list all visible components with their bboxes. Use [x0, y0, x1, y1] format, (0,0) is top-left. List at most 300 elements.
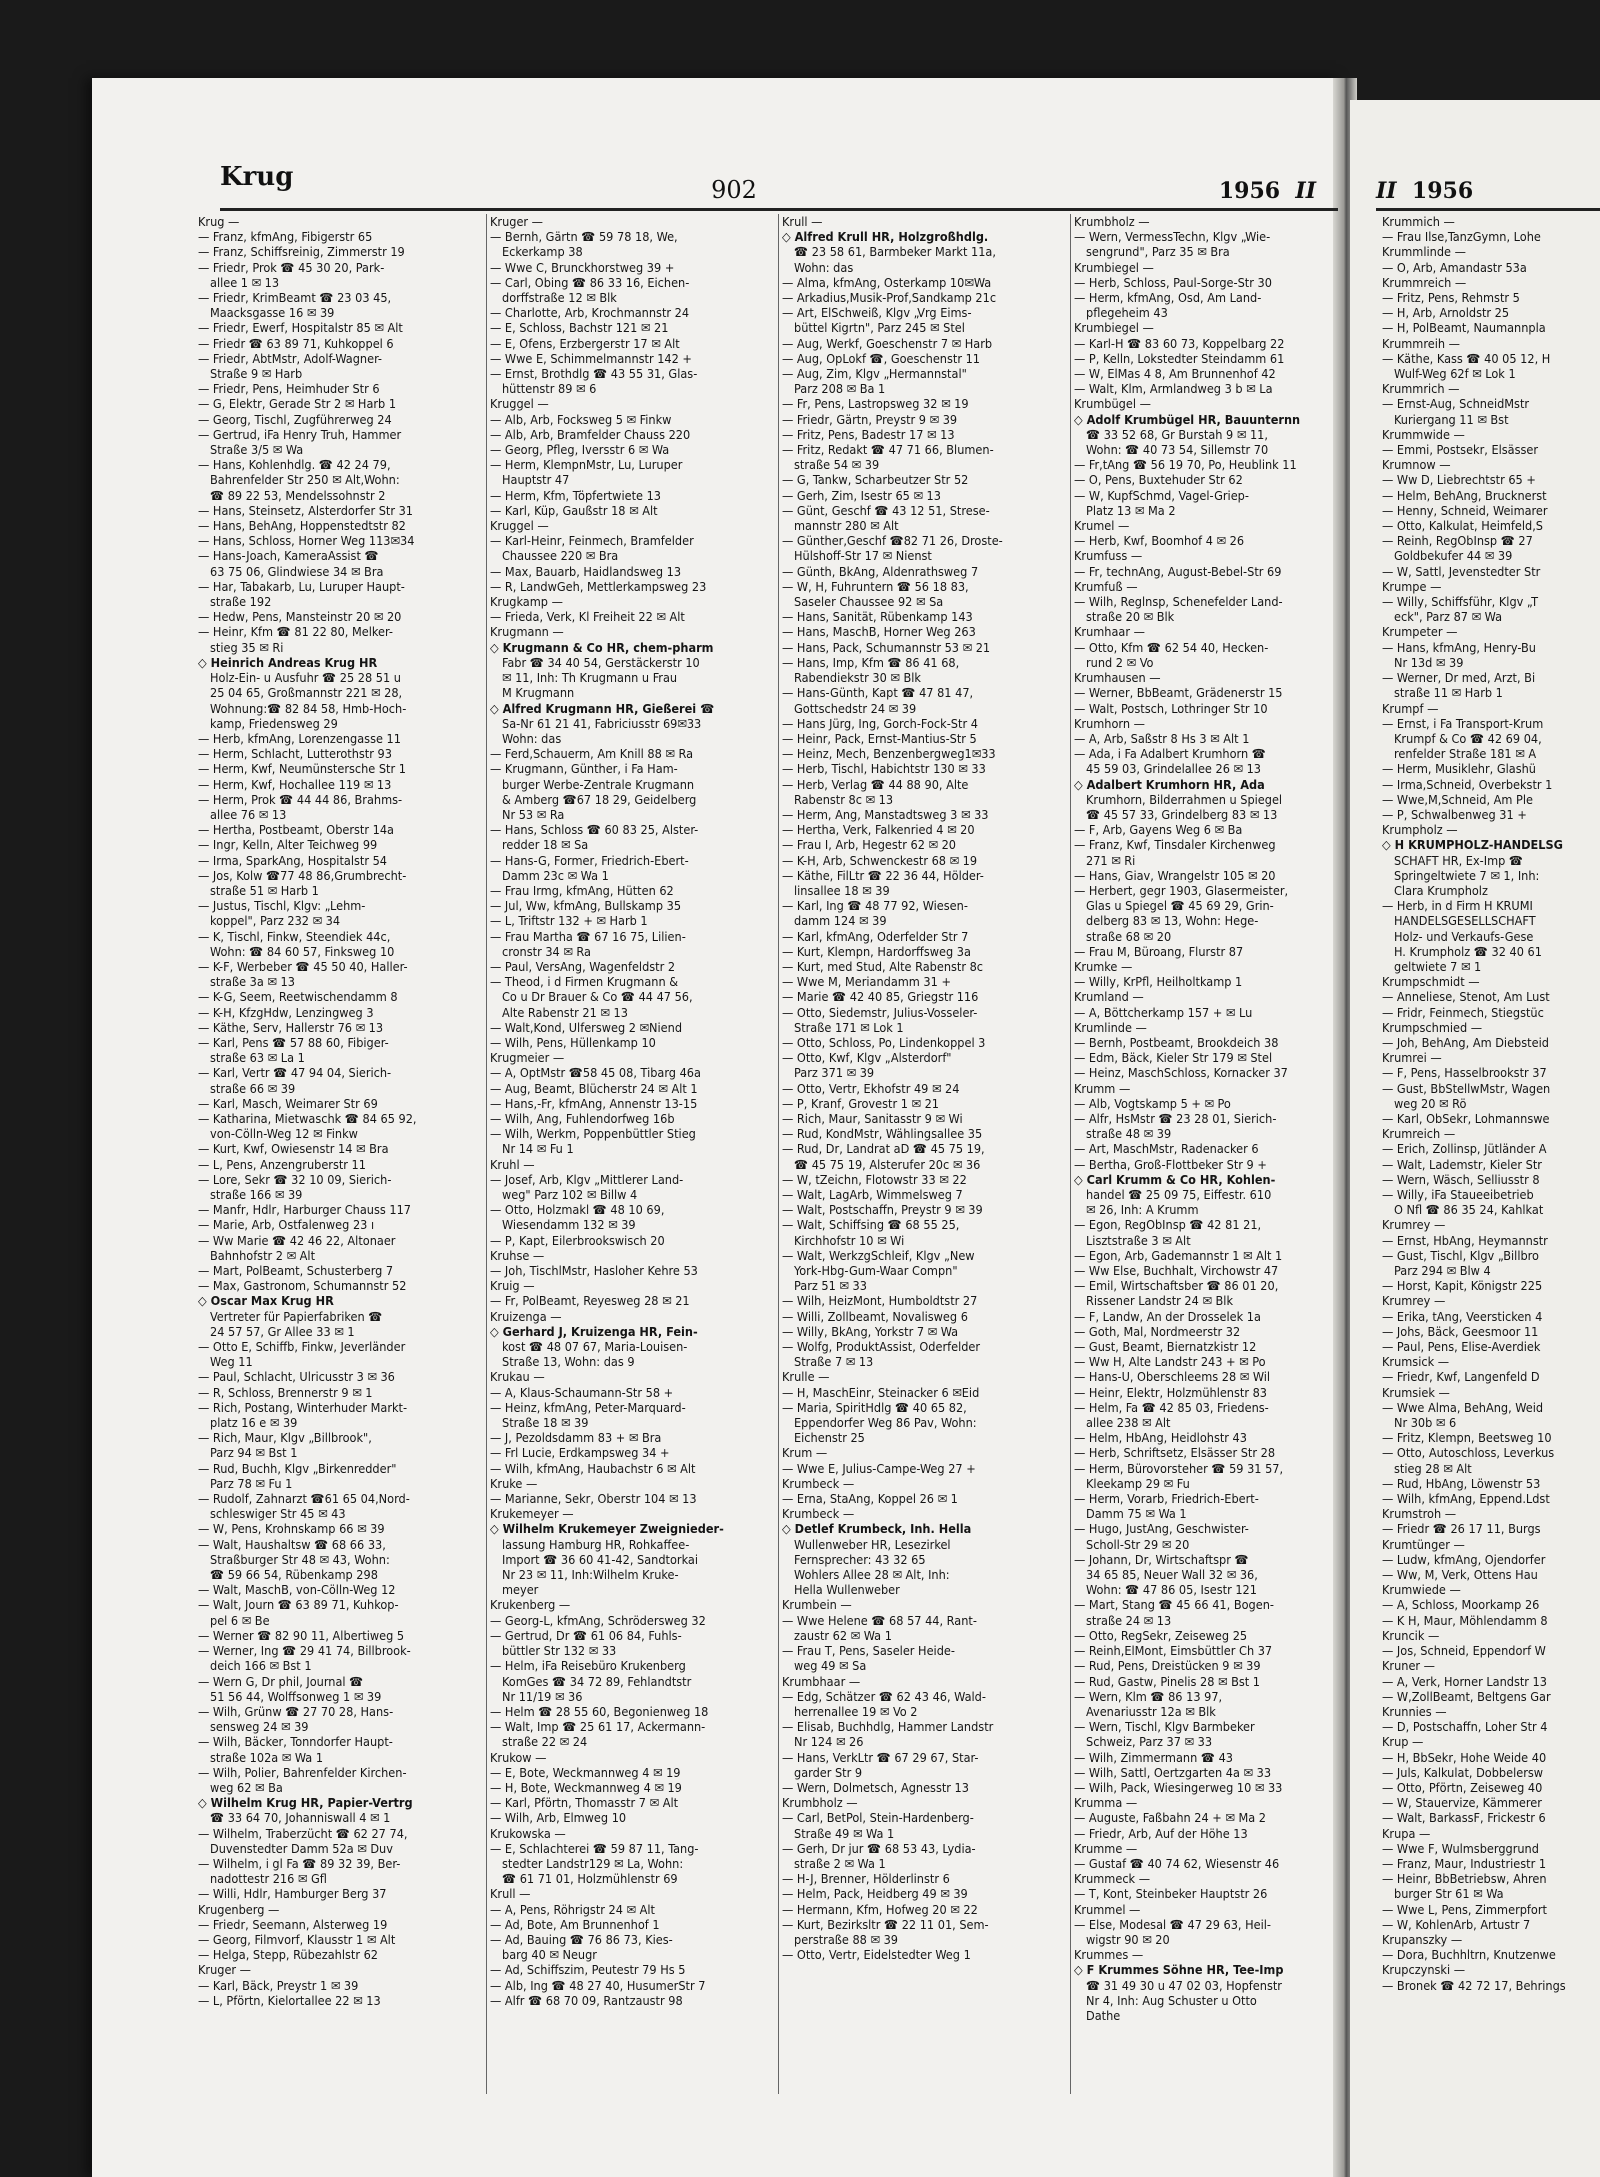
surname-heading: Krumsick — [1382, 1354, 1450, 1370]
directory-entry-line: — Hans, MaschB, Horner Weg 263 [782, 624, 976, 640]
directory-entry-line: — Wern G, Dr phil, Journal ☎ [198, 1673, 364, 1689]
directory-entry-line: — Gust, Beamt, Biernatzkistr 12 [1074, 1339, 1257, 1355]
surname-heading: Krumpschmied — [1382, 1019, 1483, 1035]
directory-entry-line: — Wwe Alma, BehAng, Weid [1382, 1399, 1544, 1415]
directory-entry-line: straße 192 [210, 594, 272, 610]
directory-entry-line: zaustr 62 ✉ Wa 1 [794, 1627, 892, 1643]
directory-entry-line: Straße 171 ✉ Lok 1 [794, 1019, 904, 1035]
directory-column-4 [1074, 214, 1346, 2174]
directory-entry-line: — Fritz, Pens, Badestr 17 ✉ 13 [782, 426, 955, 442]
directory-entry-line: — Karl, Pens ☎ 57 88 60, Fibiger- [198, 1034, 389, 1050]
directory-entry-line: ☎ 45 57 33, Grindelberg 83 ✉ 13 [1086, 806, 1278, 822]
directory-entry-line: — Friedr, KrimBeamt ☎ 23 03 45, [198, 290, 392, 306]
directory-entry-line: — Georg, Tischl, Zugführerweg 24 [198, 411, 392, 427]
directory-entry-line: — Walt, BarkassF, Frickestr 6 [1382, 1810, 1546, 1826]
directory-entry-line: — Bertha, Groß-Flottbeker Str 9 + [1074, 1156, 1267, 1172]
directory-entry-line: ☎ 31 49 30 u 47 02 03, Hopfenstr [1086, 1977, 1282, 1993]
surname-heading: Krumpschmidt — [1382, 974, 1480, 990]
directory-entry-line: — Franz, kfmAng, Fibigerstr 65 [198, 229, 373, 245]
directory-entry-line: — Rud, Dr, Landrat aD ☎ 45 75 19, [782, 1141, 985, 1157]
directory-entry-line: — Hans-Günth, Kapt ☎ 47 81 47, [782, 685, 974, 701]
directory-entry-line: — Hans, Schloss ☎ 60 83 25, Alster- [490, 822, 699, 838]
directory-entry-line: — Käthe, FilLtr ☎ 22 36 44, Hölder- [782, 867, 984, 883]
directory-entry-line: kost ☎ 48 07 67, Maria-Louisen- [502, 1339, 688, 1355]
directory-entry-line: Straße 13, Wohn: das 9 [502, 1354, 635, 1370]
directory-entry-line: — Josef, Arb, Klgv „Mittlerer Land- [490, 1171, 684, 1187]
surname-heading: Krumel — [1074, 518, 1130, 534]
directory-entry-line: Schweiz, Parz 37 ✉ 33 [1086, 1734, 1213, 1750]
directory-entry-line: stieg 28 ✉ Alt [1394, 1460, 1472, 1476]
directory-entry-line: — Hertha, Postbeamt, Oberstr 14a [198, 822, 394, 838]
directory-entry-line: — Ludw, kfmAng, Ojendorfer [1382, 1551, 1546, 1567]
directory-entry-line: Nr 124 ✉ 26 [794, 1734, 864, 1750]
directory-entry-line: — Erich, Zollinsp, Jütländer A [1382, 1141, 1547, 1157]
directory-entry-line: — Anneliese, Stenot, Am Lust [1382, 989, 1550, 1005]
directory-entry-line: — Rud, KondMstr, Wählingsallee 35 [782, 1126, 983, 1142]
directory-entry-line: — Heinz, kfmAng, Peter-Marquard- [490, 1399, 686, 1415]
directory-entry-line: Bahnhofstr 2 ✉ Alt [210, 1247, 316, 1263]
surname-heading: Krukow — [490, 1749, 547, 1765]
directory-entry-line: — Rud, Buchh, Klgv „Birkenredder" [198, 1460, 397, 1476]
directory-entry-line: Parz 294 ✉ Blw 4 [1394, 1263, 1491, 1279]
directory-entry-line: Wiesendamm 132 ✉ 39 [502, 1217, 636, 1233]
directory-entry-line: Straßburger Str 48 ✉ 43, Wohn: [210, 1551, 390, 1567]
directory-entry-line: — Heinz, Mech, Benzenbergweg1✉33 [782, 746, 996, 762]
directory-entry-line: — Fritz, Pens, Rehmstr 5 [1382, 290, 1520, 306]
directory-entry-line: — Friedr, Arb, Auf der Höhe 13 [1074, 1825, 1248, 1841]
directory-entry-line: Nr 30b ✉ 6 [1394, 1415, 1457, 1431]
directory-entry-line: von-Cölln-Weg 12 ✉ Finkw [210, 1126, 358, 1142]
directory-entry-line: — Friedr, Pens, Heimhuder Str 6 [198, 381, 380, 397]
directory-entry-line: Wohnung:☎ 82 84 58, Hmb-Hoch- [210, 700, 407, 716]
directory-entry-line: — Herb, Tischl, Habichtstr 130 ✉ 33 [782, 761, 986, 777]
directory-entry-line: — Maria, SpiritHdlg ☎ 40 65 82, [782, 1399, 967, 1415]
directory-entry-line: — Käthe, Kass ☎ 40 05 12, H [1382, 350, 1551, 366]
directory-entry-line: Nr 53 ✉ Ra [502, 806, 565, 822]
directory-entry-line: ◇ Wilhelm Krug HR, Papier-Vertrg [198, 1795, 413, 1811]
surname-heading: Krumbhaar — [782, 1673, 861, 1689]
surname-heading: Kruhl — [490, 1156, 535, 1172]
directory-entry-line: Nr 11/19 ✉ 36 [502, 1688, 583, 1704]
directory-entry-line: — Aug, Beamt, Blücherstr 24 ✉ Alt 1 [490, 1080, 698, 1096]
surname-heading: Kruncik — [1382, 1627, 1440, 1643]
surname-heading: Krumhaar — [1074, 624, 1145, 640]
surname-heading: Krummreih — [1382, 335, 1460, 351]
directory-entry-line: — Wilh, Grünw ☎ 27 70 28, Hans- [198, 1703, 394, 1719]
directory-entry-line: Kuriergang 11 ✉ Bst [1394, 411, 1509, 427]
directory-entry-line: straße 102a ✉ Wa 1 [210, 1749, 324, 1765]
directory-entry-line: — Alb, Vogtskamp 5 + ✉ Po [1074, 1095, 1231, 1111]
directory-entry-line: — Friedr, Seemann, Alsterweg 19 [198, 1916, 388, 1932]
directory-entry-line: O Nfl ☎ 86 35 24, Kahlkat [1394, 1202, 1544, 1218]
facing-volume-label: II [1376, 178, 1397, 204]
directory-entry-line: — Har, Tabakarb, Lu, Luruper Haupt- [198, 578, 405, 594]
directory-entry-line: — Herm, Ang, Manstadtsweg 3 ✉ 33 [782, 806, 989, 822]
directory-entry-line: — Herm, Prok ☎ 44 44 86, Brahms- [198, 791, 403, 807]
directory-entry-line: — Helm, BehAng, Brucknerst [1382, 487, 1547, 503]
directory-entry-line: — Kurt, Bezirksltr ☎ 22 11 01, Sem- [782, 1916, 989, 1932]
directory-entry-line: — Herm, Kwf, Hochallee 119 ✉ 13 [198, 776, 392, 792]
surname-heading: Krukowska — [490, 1825, 566, 1841]
directory-entry-line: H. Krumpholz ☎ 32 40 61 [1394, 943, 1542, 959]
directory-entry-line: — Otto E, Schiffb, Finkw, Jeverländer [198, 1339, 406, 1355]
directory-entry-line: — L, Pförtn, Kielortallee 22 ✉ 13 [198, 1992, 381, 2008]
directory-entry-line: — Paul, VersAng, Wagenfeldstr 2 [490, 958, 676, 974]
directory-entry-line: — H-J, Brenner, Hölderlinstr 6 [782, 1871, 950, 1887]
directory-entry-line: — Ww D, Liebrechtstr 65 + [1382, 472, 1536, 488]
directory-entry-line: — Joh, TischlMstr, Hasloher Kehre 53 [490, 1263, 698, 1279]
directory-entry-line: — K-H, KfzgHdw, Lenzingweg 3 [198, 1004, 374, 1020]
surname-heading: Krumme — [1074, 1840, 1138, 1856]
surname-heading: Krumpe — [1382, 578, 1442, 594]
directory-entry-line: nadottestr 216 ✉ Gfl [210, 1871, 327, 1887]
directory-entry-line: ◇ Adolf Krumbügel HR, Bauunternn [1074, 411, 1301, 427]
surname-heading: Krukenberg — [490, 1597, 571, 1613]
surname-heading: Krumbügel — [1074, 396, 1151, 412]
directory-entry-line: Holz-Ein- u Ausfuhr ☎ 25 28 51 u [210, 670, 401, 686]
directory-entry-line: — F, Landw, An der Drosselek 1a [1074, 1308, 1261, 1324]
directory-entry-line: Wohn: ☎ 84 60 57, Finksweg 10 [210, 943, 395, 959]
directory-entry-line: renfelder Straße 181 ✉ A [1394, 746, 1537, 762]
directory-entry-line: — Walt, Postschaffn, Preystr 9 ✉ 39 [782, 1202, 983, 1218]
directory-entry-line: Eckerkamp 38 [502, 244, 583, 260]
directory-entry-line: — Ww Else, Buchhalt, Virchowstr 47 [1074, 1263, 1279, 1279]
surname-heading: Krummeck — [1074, 1871, 1151, 1887]
page-header [128, 162, 1340, 212]
surname-heading: Krumfuss — [1074, 548, 1143, 564]
directory-entry-line: Damm 23c ✉ Wa 1 [502, 867, 609, 883]
directory-entry-line: Sa-Nr 61 21 41, Fabriciusstr 69✉33 [502, 715, 702, 731]
directory-entry-line: — Friedr, Kwf, Langenfeld D [1382, 1369, 1540, 1385]
directory-entry-line: — Alb, Ing ☎ 48 27 40, HusumerStr 7 [490, 1977, 706, 1993]
directory-entry-line: — Marianne, Sekr, Oberstr 104 ✉ 13 [490, 1491, 697, 1507]
directory-entry-line: Vertreter für Papierfabriken ☎ [210, 1308, 383, 1324]
surname-heading: Krumrey — [1382, 1217, 1446, 1233]
directory-entry-line: — O, Pens, Buxtehuder Str 62 [1074, 472, 1243, 488]
directory-entry-line: — Frieda, Verk, Kl Freiheit 22 ✉ Alt [490, 609, 685, 625]
directory-entry-line: stedter Landstr129 ✉ La, Wohn: [502, 1855, 684, 1871]
directory-entry-line: — Friedr, Ewerf, Hospitalstr 85 ✉ Alt [198, 320, 403, 336]
directory-entry-line: straße 63 ✉ La 1 [210, 1050, 305, 1066]
directory-entry-line: allee 1 ✉ 13 [210, 274, 280, 290]
directory-entry-line: garder Str 9 [794, 1764, 863, 1780]
directory-entry-line: — Dora, Buchhltrn, Knutzenwe [1382, 1947, 1556, 1963]
directory-entry-line: — Hans, Sanität, Rübenkamp 143 [782, 609, 973, 625]
directory-entry-line: — Hugo, JustAng, Geschwister- [1074, 1521, 1249, 1537]
directory-entry-line: — Hertha, Verk, Falkenried 4 ✉ 20 [782, 822, 975, 838]
directory-entry-line: — Goth, Mal, Nordmeerstr 32 [1074, 1323, 1241, 1339]
directory-entry-line: Fabr ☎ 34 40 54, Gerstäckerstr 10 [502, 654, 700, 670]
directory-entry-line: barg 40 ✉ Neugr [502, 1947, 597, 1963]
directory-entry-line: Saseler Chaussee 92 ✉ Sa [794, 594, 944, 610]
directory-entry-line: — D, Postschaffn, Loher Str 4 [1382, 1719, 1548, 1735]
directory-entry-line: — Gust, BbStellwMstr, Wagen [1382, 1080, 1551, 1096]
directory-entry-line: straße 48 ✉ 39 [1086, 1126, 1172, 1142]
directory-entry-line: Straße 9 ✉ Harb [210, 366, 303, 382]
directory-entry-line: — Fr,tAng ☎ 56 19 70, Po, Heublink 11 [1074, 457, 1297, 473]
directory-entry-line: — Willy, BkAng, Yorkstr 7 ✉ Wa [782, 1323, 959, 1339]
surname-heading: Krumrey — [1382, 1293, 1446, 1309]
directory-entry-line: — Willy, iFa Staueeibetrieb [1382, 1187, 1534, 1202]
directory-entry-line: linsallee 18 ✉ 39 [794, 882, 890, 898]
surname-heading: Krull — [490, 1886, 531, 1902]
directory-entry-line: straße 24 ✉ 13 [1086, 1612, 1172, 1628]
directory-entry-line: — Hans,-Fr, kfmAng, Annenstr 13-15 [490, 1095, 698, 1111]
directory-entry-line: allee 238 ✉ Alt [1086, 1415, 1171, 1431]
directory-entry-line: — Wilh, Arb, Elmweg 10 [490, 1810, 627, 1826]
surname-heading: Krumwiede — [1382, 1582, 1461, 1598]
directory-entry-line: — Hermann, Kfm, Hofweg 20 ✉ 22 [782, 1901, 978, 1917]
directory-entry-line: straße 20 ✉ Blk [1086, 609, 1175, 625]
directory-entry-line: — Wilh, kfmAng, Haubachstr 6 ✉ Alt [490, 1460, 696, 1476]
directory-entry-line: — Hans-Joach, KameraAssist ☎ [198, 548, 379, 564]
surname-heading: Kruhse — [490, 1247, 545, 1263]
directory-column-5 [1382, 214, 1600, 2174]
directory-entry-line: — W, tZeichn, Flotowstr 33 ✉ 22 [782, 1171, 967, 1187]
directory-entry-line: — H, PolBeamt, Naumannpla [1382, 320, 1546, 336]
directory-entry-line: — Karl, Vertr ☎ 47 94 04, Sierich- [198, 1065, 392, 1081]
directory-entry-line: 34 65 85, Neuer Wall 32 ✉ 36, [1086, 1567, 1258, 1583]
page-number: 902 [711, 176, 757, 204]
directory-entry-line: 63 75 06, Glindwiese 34 ✉ Bra [210, 563, 384, 579]
directory-entry-line: — Otto, Kalkulat, Heimfeld,S [1382, 518, 1544, 534]
directory-entry-line: — Wilh, HeizMont, Humboldtstr 27 [782, 1293, 978, 1309]
directory-entry-line: — Herm, Bürovorsteher ☎ 59 31 57, [1074, 1460, 1284, 1476]
directory-entry-line: — Otto, Pförtn, Zeiseweg 40 [1382, 1779, 1543, 1795]
directory-entry-line: — Reinh,ElMont, Eimsbüttler Ch 37 [1074, 1643, 1273, 1659]
directory-entry-line: — Wern, Tischl, Klgv Barmbeker [1074, 1719, 1255, 1735]
surname-heading: Krug — [198, 214, 240, 229]
running-head-title: Krug [220, 162, 294, 192]
directory-entry-line: Nr 14 ✉ Fu 1 [502, 1141, 574, 1157]
surname-heading: Krulle — [782, 1369, 830, 1385]
directory-entry-line: — Werner, Ing ☎ 29 41 74, Billbrook- [198, 1643, 411, 1659]
directory-entry-line: — Frau T, Pens, Saseler Heide- [782, 1643, 955, 1659]
directory-entry-line: — Kurt, med Stud, Alte Rabenstr 8c [782, 958, 984, 974]
surname-heading: Krumhorn — [1074, 715, 1145, 731]
directory-entry-line: straße 3a ✉ 13 [210, 974, 295, 990]
directory-entry-line: — F, Arb, Gayens Weg 6 ✉ Ba [1074, 822, 1243, 838]
directory-entry-line: — R, Schloss, Brennerstr 9 ✉ 1 [198, 1384, 373, 1400]
directory-entry-line: ☎ 59 66 54, Rübenkamp 298 [210, 1567, 378, 1583]
directory-entry-line: wigstr 90 ✉ 20 [1086, 1931, 1170, 1947]
directory-column-2 [490, 214, 774, 2174]
directory-entry-line: Co u Dr Brauer & Co ☎ 44 47 56, [502, 989, 693, 1005]
directory-entry-line: — Herbert, gegr 1903, Glasermeister, [1074, 882, 1289, 898]
surname-heading: Krummreich — [1382, 274, 1467, 290]
directory-entry-line: — Katharina, Mietwaschk ☎ 84 65 92, [198, 1110, 417, 1126]
directory-entry-line: — Ernst, i Fa Transport-Krum [1382, 715, 1544, 731]
directory-entry-line: — H, MaschEinr, Steinacker 6 ✉Eid [782, 1384, 980, 1400]
directory-entry-line: cronstr 34 ✉ Ra [502, 943, 591, 959]
directory-entry-line: — Wilhelm, i gl Fa ☎ 89 32 39, Ber- [198, 1855, 401, 1871]
surname-heading: Krummlinde — [1382, 244, 1466, 260]
directory-entry-line: — Karl, Ing ☎ 48 77 92, Wiesen- [782, 898, 968, 914]
surname-heading: Krumtünger — [1382, 1536, 1465, 1552]
directory-entry-line: — Hans, Steinsetz, Alsterdorfer Str 31 [198, 502, 414, 518]
directory-entry-line: Weg 11 [210, 1354, 253, 1370]
directory-entry-line: — Wern, VermessTechn, Klgv „Wie- [1074, 229, 1271, 245]
directory-entry-line: Maacksgasse 16 ✉ 39 [210, 305, 335, 321]
directory-entry-line: — Herb, Kwf, Boomhof 4 ✉ 26 [1074, 533, 1245, 549]
directory-entry-line: — Wilh, Ang, Fuhlendorfweg 16b [490, 1110, 675, 1126]
directory-entry-line: — Kurt, Kwf, Owiesenstr 14 ✉ Bra [198, 1141, 389, 1157]
directory-entry-line: — W,ZollBeamt, Beltgens Gar [1382, 1688, 1551, 1704]
directory-entry-line: Parz 94 ✉ Bst 1 [210, 1445, 298, 1461]
directory-entry-line: weg 62 ✉ Ba [210, 1779, 283, 1795]
directory-entry-line: Straße 18 ✉ 39 [502, 1415, 589, 1431]
directory-entry-line: Parz 78 ✉ Fu 1 [210, 1475, 293, 1491]
directory-entry-line: — Egon, Arb, Gademannstr 1 ✉ Alt 1 [1074, 1247, 1283, 1263]
directory-entry-line: — Hans, Imp, Kfm ☎ 86 41 68, [782, 654, 960, 670]
directory-entry-line: — P, Kranf, Grovestr 1 ✉ 21 [782, 1095, 940, 1111]
directory-entry-line: — Fritz, Klempn, Beetsweg 10 [1382, 1430, 1552, 1446]
directory-entry-line: geltwiete 7 ✉ 1 [1394, 958, 1482, 974]
directory-entry-line: lassung Hamburg HR, Rohkaffee- [502, 1536, 690, 1552]
directory-entry-line: — Edg, Schätzer ☎ 62 43 46, Wald- [782, 1688, 986, 1704]
directory-entry-line: — Alfr ☎ 68 70 09, Rantzaustr 98 [490, 1992, 683, 2008]
directory-entry-line: — Jos, Schneid, Eppendorf W [1382, 1643, 1546, 1659]
directory-entry-line: 24 57 57, Gr Allee 33 ✉ 1 [210, 1323, 355, 1339]
directory-entry-line: burger Werbe-Zentrale Krugmann [502, 776, 695, 792]
directory-entry-line: — Joh, BehAng, Am Diebsteid [1382, 1034, 1549, 1050]
directory-entry-line: — G, Tankw, Scharbeutzer Str 52 [782, 472, 969, 488]
directory-entry-line: ☎ 33 64 70, Johanniswall 4 ✉ 1 [210, 1810, 391, 1826]
directory-entry-line: ◇ Alfred Krugmann HR, Gießerei ☎ [490, 700, 715, 716]
directory-entry-line: rund 2 ✉ Vo [1086, 654, 1154, 670]
directory-entry-line: ☎ 61 71 01, Holzmühlenstr 69 [502, 1871, 678, 1887]
directory-entry-line: — Alfr, HsMstr ☎ 23 28 01, Sierich- [1074, 1110, 1277, 1126]
directory-entry-line: — Ad, Schiffszim, Peutestr 79 Hs 5 [490, 1962, 686, 1978]
directory-entry-line: delberg 83 ✉ 13, Wohn: Hege- [1086, 913, 1259, 929]
facing-page-header [1376, 178, 1473, 204]
directory-entry-line: — Willy, Schiffsführ, Klgv „T [1382, 594, 1538, 610]
directory-entry-line: — Jul, Ww, kfmAng, Bullskamp 35 [490, 898, 682, 914]
directory-entry-line: damm 124 ✉ 39 [794, 913, 887, 929]
directory-entry-line: — Otto, Vertr, Ekhofstr 49 ✉ 24 [782, 1080, 960, 1096]
directory-entry-line: — G, Elektr, Gerade Str 2 ✉ Harb 1 [198, 396, 397, 412]
surname-heading: Krumbiegel — [1074, 259, 1154, 275]
directory-entry-line: — Carl, Obing ☎ 86 33 16, Eichen- [490, 274, 690, 290]
directory-entry-line: KomGes ☎ 34 72 89, Fehlandtstr [502, 1673, 692, 1689]
directory-entry-line: — Carl, BetPol, Stein-Hardenberg- [782, 1810, 974, 1826]
directory-entry-line: Wohn: ☎ 40 73 54, Sillemstr 70 [1086, 442, 1269, 458]
directory-entry-line: — L, Triftstr 132 + ✉ Harb 1 [490, 913, 648, 929]
directory-entry-line: — Wilh, Sattl, Oertzgarten 4a ✉ 33 [1074, 1764, 1272, 1780]
directory-entry-line: ◇ Oscar Max Krug HR [198, 1293, 334, 1309]
directory-entry-line: — Karl, Bäck, Preystr 1 ✉ 39 [198, 1977, 359, 1993]
directory-entry-line: — Karl, Masch, Weimarer Str 69 [198, 1095, 378, 1111]
directory-entry-line: — Georg-L, kfmAng, Schrödersweg 32 [490, 1612, 706, 1628]
surname-heading: Krumlinde — [1074, 1019, 1147, 1035]
surname-heading: Krum — [782, 1445, 828, 1461]
directory-entry-line: — Herb, in d Firm H KRUMI [1382, 898, 1533, 914]
directory-entry-line: — W, KupfSchmd, Vagel-Griep- [1074, 487, 1249, 503]
directory-entry-line: Wohn: das [794, 259, 854, 275]
directory-entry-line: Clara Krumpholz [1394, 882, 1488, 898]
surname-heading: Kruger — [198, 1962, 252, 1978]
surname-heading: Krumnow — [1382, 457, 1451, 473]
directory-entry-line: — Irma, SparkAng, Hospitalstr 54 [198, 852, 387, 868]
directory-entry-line: — Karl, Küp, Gaußstr 18 ✉ Alt [490, 502, 658, 518]
directory-entry-line: Kirchhofstr 10 ✉ Wi [794, 1232, 905, 1248]
directory-entry-line: — Willi, Zollbeamt, Novalisweg 6 [782, 1308, 968, 1324]
directory-entry-line: — Friedr ☎ 26 17 11, Burgs [1382, 1521, 1541, 1537]
directory-entry-line: Straße 3/5 ✉ Wa [210, 442, 304, 458]
directory-entry-line: — Herm, KlempnMstr, Lu, Luruper [490, 457, 683, 473]
directory-entry-line: — Fritz, Redakt ☎ 47 71 66, Blumen- [782, 442, 994, 458]
directory-entry-line: — E, Schlachterei ☎ 59 87 11, Tang- [490, 1840, 699, 1856]
directory-entry-line: Springeltwiete 7 ✉ 1, Inh: [1394, 867, 1540, 883]
directory-entry-line: Import ☎ 36 60 41-42, Sandtorkai [502, 1551, 699, 1567]
directory-entry-line: Platz 13 ✉ Ma 2 [1086, 502, 1176, 518]
directory-entry-line: — Juls, Kalkulat, Dobbelersw [1382, 1764, 1544, 1780]
directory-entry-line: Hella Wullenweber [794, 1582, 900, 1598]
surname-heading: Kruggel — [490, 518, 549, 534]
directory-entry-line: — Ingr, Kelln, Alter Teichweg 99 [198, 837, 378, 853]
directory-entry-line: — Rich, Maur, Sanitasstr 9 ✉ Wi [782, 1110, 963, 1126]
directory-entry-line: allee 76 ✉ 13 [210, 806, 287, 822]
directory-entry-line: büttler Str 132 ✉ 33 [502, 1643, 617, 1659]
directory-entry-line: — Hans, BehAng, Hoppenstedtstr 82 [198, 518, 406, 534]
directory-entry-line: herrenallee 19 ✉ Vo 2 [794, 1703, 918, 1719]
directory-entry-line: Eppendorfer Weg 86 Pav, Wohn: [794, 1415, 977, 1431]
directory-entry-line: — Heinr, Pack, Ernst-Mantius-Str 5 [782, 730, 977, 746]
directory-entry-line: — Wwe E, Julius-Campe-Weg 27 + [782, 1460, 976, 1476]
directory-entry-line: — Frau M, Büroang, Flurstr 87 [1074, 943, 1244, 959]
directory-entry-line: dorffstraße 12 ✉ Blk [502, 290, 617, 306]
directory-entry-line: — Rich, Maur, Klgv „Billbrook", [198, 1430, 372, 1446]
directory-entry-line: & Amberg ☎67 18 29, Geidelberg [502, 791, 697, 807]
directory-entry-line: — Krugmann, Günther, i Fa Ham- [490, 761, 678, 777]
directory-entry-line: — Fr, PolBeamt, Reyesweg 28 ✉ 21 [490, 1293, 690, 1309]
directory-entry-line: Straße 7 ✉ 13 [794, 1354, 874, 1370]
directory-entry-line: — Elisab, Buchhdlg, Hammer Landstr [782, 1719, 994, 1735]
directory-entry-line: Rabenstr 8c ✉ 13 [794, 791, 894, 807]
directory-entry-line: — Herb, kfmAng, Lorenzengasse 11 [198, 730, 401, 746]
directory-entry-line: — W, Sattl, Jevenstedter Str [1382, 563, 1541, 579]
directory-entry-line: — Alb, Arb, Focksweg 5 ✉ Finkw [490, 411, 672, 427]
directory-entry-line: stieg 35 ✉ Ri [210, 639, 284, 655]
directory-entry-line: — W, H, Fuhruntern ☎ 56 18 83, [782, 578, 969, 594]
directory-entry-line: — Hans, Pack, Schumannstr 53 ✉ 21 [782, 639, 991, 655]
surname-heading: Kruke — [490, 1475, 538, 1491]
directory-entry-line: ☎ 89 22 53, Mendelssohnstr 2 [210, 487, 386, 503]
directory-entry-line: — Wilh, Werkm, Poppenbüttler Stieg [490, 1126, 696, 1142]
directory-entry-line: redder 18 ✉ Sa [502, 837, 589, 853]
directory-entry-line: weg 49 ✉ Sa [794, 1658, 867, 1674]
directory-entry-line: — E, Bote, Weckmannweg 4 ✉ 19 [490, 1764, 681, 1780]
directory-entry-line: — Helm, iFa Reisebüro Krukenberg [490, 1658, 686, 1674]
directory-entry-line: — K, Tischl, Finkw, Steendiek 44c, [198, 928, 391, 944]
surname-heading: Krumrei — [1382, 1050, 1442, 1066]
surname-heading: Krumbholz — [782, 1795, 858, 1811]
directory-entry-line: straße 166 ✉ 39 [210, 1187, 303, 1202]
directory-entry-line: — R, LandwGeh, Mettlerkampsweg 23 [490, 578, 707, 594]
surname-heading: Kruger — [490, 214, 544, 229]
directory-entry-line: ◇ Heinrich Andreas Krug HR [198, 654, 378, 670]
directory-entry-line: Kleekamp 29 ✉ Fu [1086, 1475, 1190, 1491]
directory-entry-line: Rabendiekstr 30 ✉ Blk [794, 670, 921, 686]
directory-entry-line: — Rud, HbAng, Löwenstr 53 [1382, 1475, 1541, 1491]
directory-entry-line: ◇ H KRUMPHOLZ-HANDELSG [1382, 837, 1563, 853]
surname-heading: Kruig — [490, 1278, 535, 1294]
directory-entry-line: SCHAFT HR, Ex-Imp ☎ [1394, 852, 1524, 868]
directory-entry-line: — W, ElMas 4 8, Am Brunnenhof 42 [1074, 366, 1276, 382]
surname-heading: Kruizenga — [490, 1308, 562, 1324]
directory-entry-line: — Hans, Kohlenhdlg. ☎ 42 24 79, [198, 457, 391, 473]
directory-entry-line: — Karl-Heinr, Feinmech, Bramfelder [490, 533, 694, 549]
